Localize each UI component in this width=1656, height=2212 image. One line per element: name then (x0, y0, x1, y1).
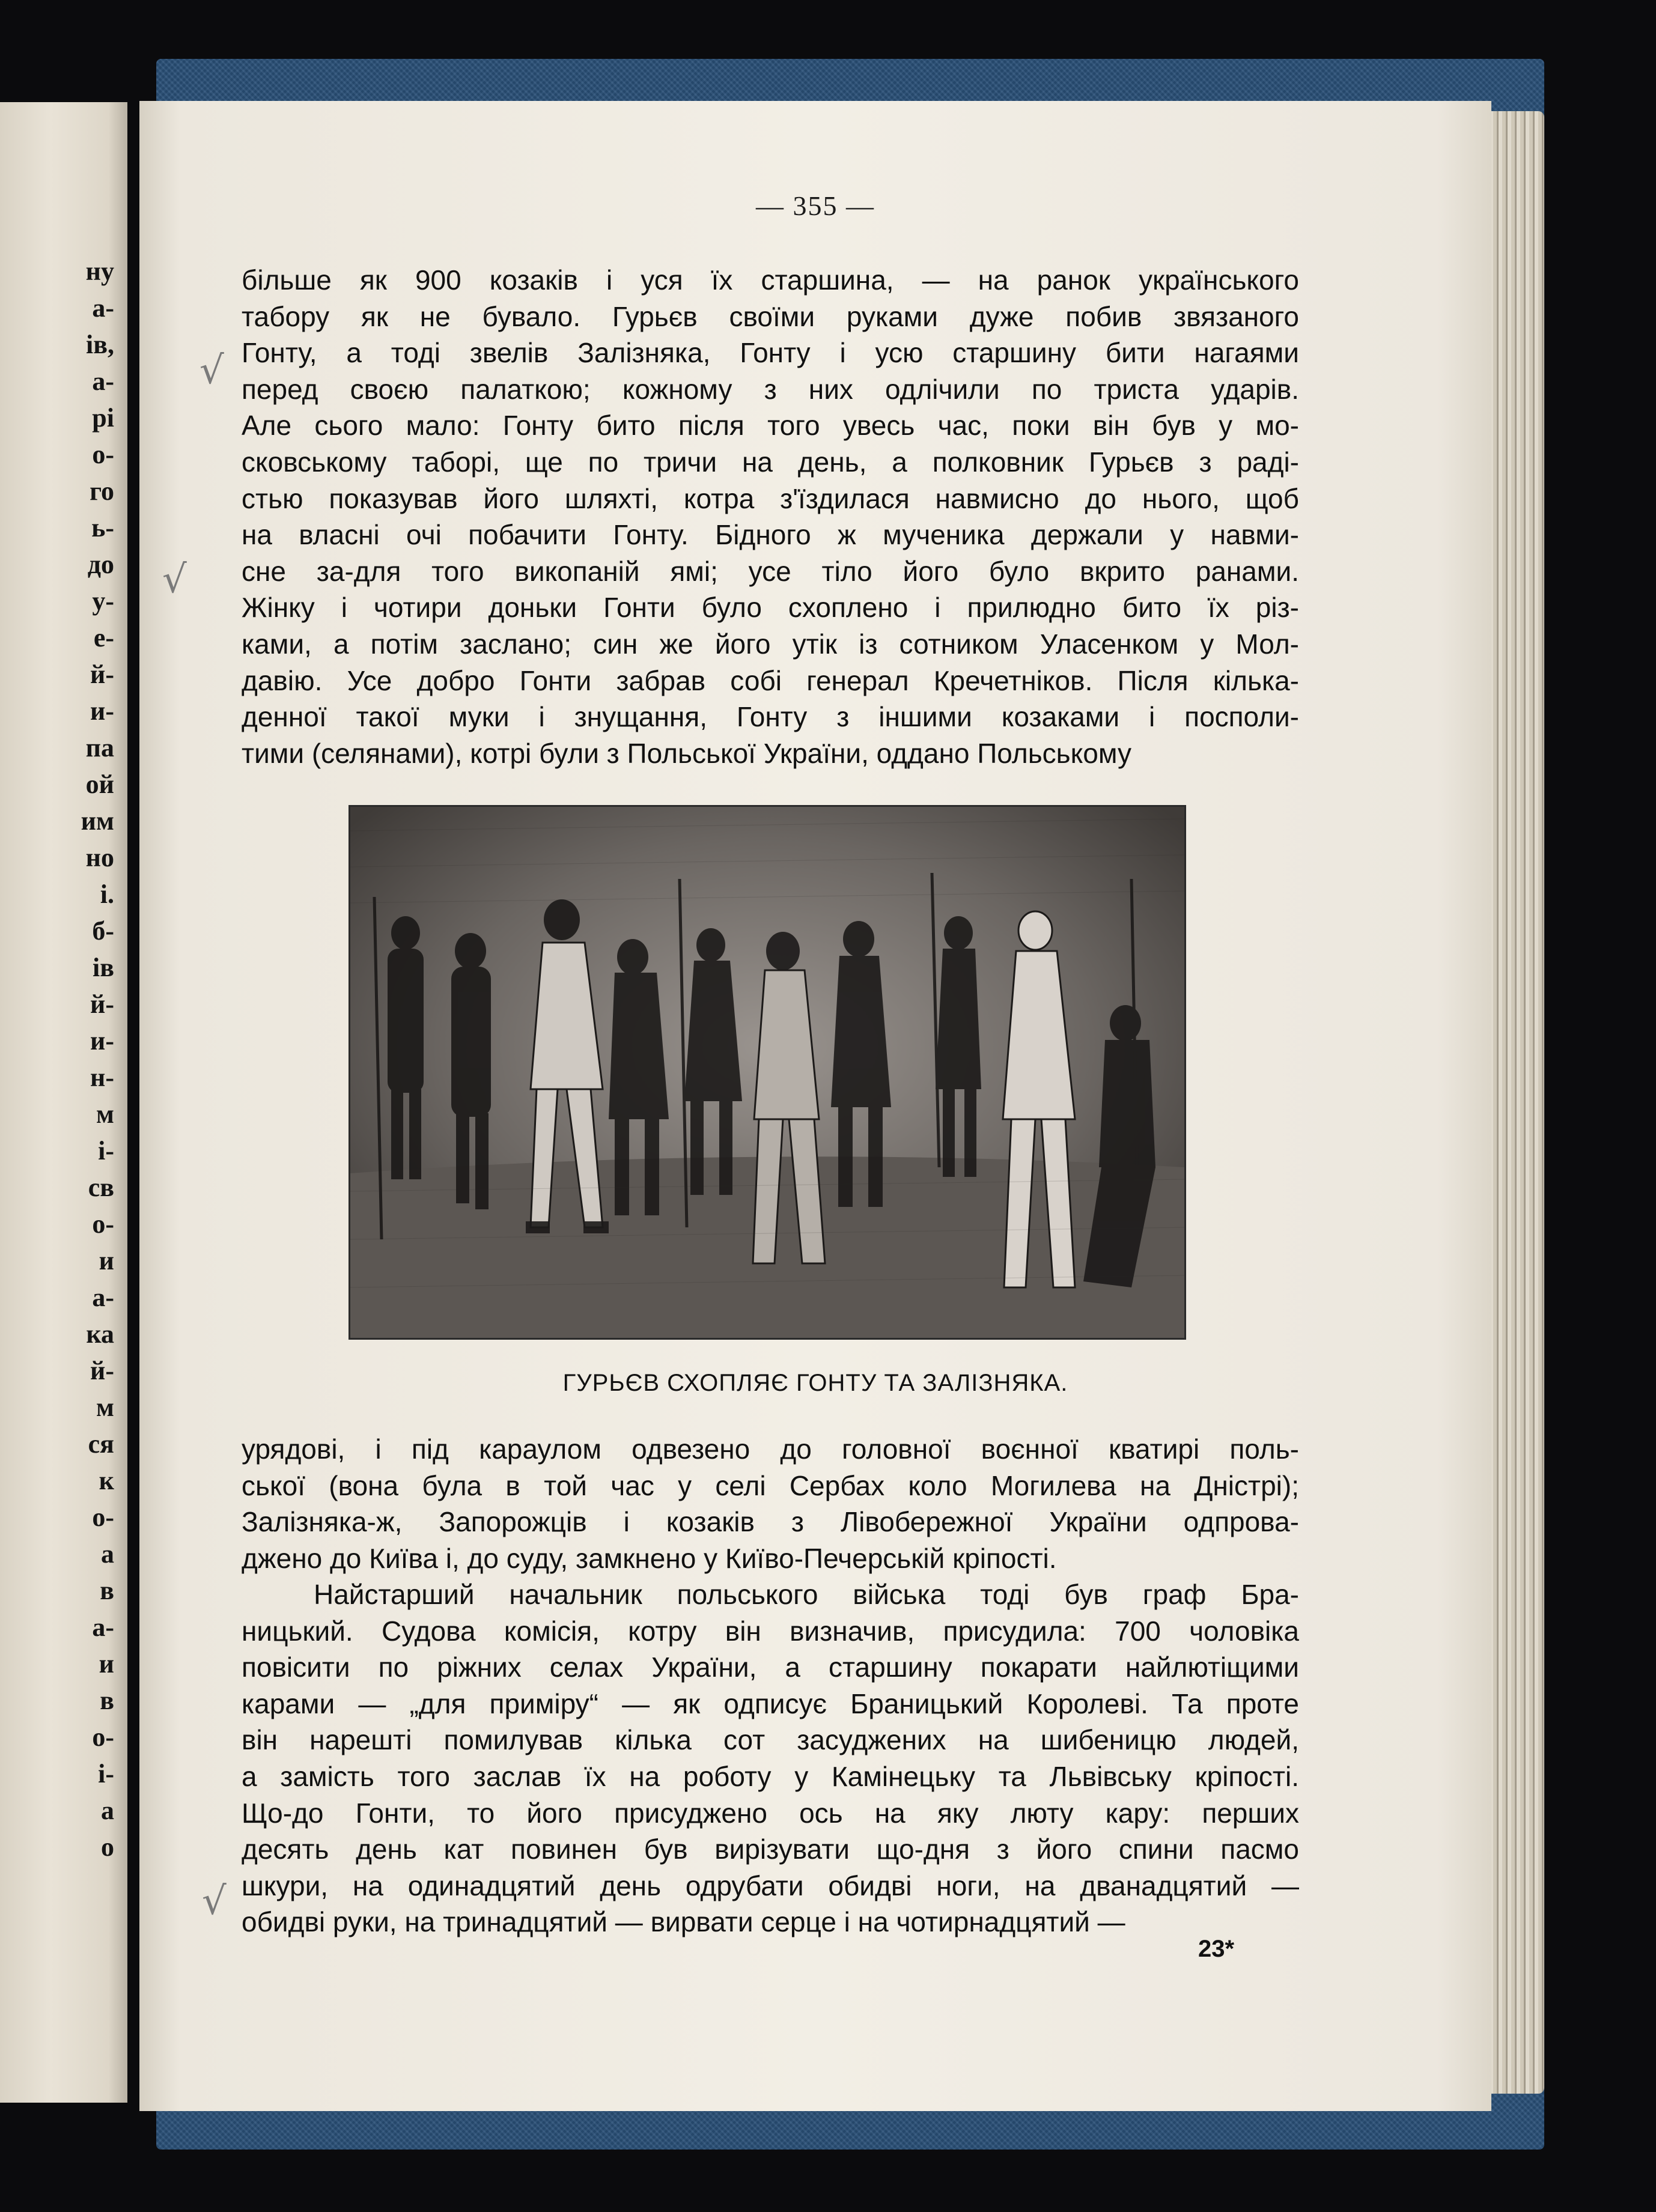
left-page-fragment: а- (92, 1612, 114, 1642)
text-line: Гонту, а тоді звелів Залізняка, Гонту і усю старшину бити нагаями (242, 337, 1299, 369)
previous-page-edge (0, 102, 127, 2103)
left-page-fragment: и- (90, 696, 114, 726)
left-page-fragment: о- (92, 440, 114, 469)
text-line: денної такої муки і знущання, Гонту з іншими козаками і посполи- (242, 701, 1299, 733)
text-line: сне за-для того викопаній ямі; усе тіло його було вкрито ранами. (242, 555, 1299, 587)
text-line: повісити по ріжних селах України, а старшину покарати найлютіщими (242, 1651, 1299, 1683)
left-page-fragment: им (81, 806, 114, 836)
pencil-mark: √ (199, 348, 224, 393)
text-line: Залізняка-ж, Запорожців і козаків з Лівобережної України одпрова- (242, 1506, 1299, 1538)
left-page-fragment: н- (90, 1063, 114, 1092)
text-line: він нарешті помилував кілька сот засуджених на шибеницю людей, (242, 1724, 1299, 1756)
text-line: шкури, на одинадцятий день одрубати обидві ноги, на дванадцятий — (242, 1870, 1299, 1901)
text-line: сковському таборі, ще по тричи на день, а полковник Гурьєв з раді- (242, 446, 1299, 478)
left-page-fragment: і. (100, 880, 114, 909)
left-page-fragment: в (100, 1576, 114, 1605)
text-line: десять день кат повинен був вирізувати що-дня з його спини пасмо (242, 1834, 1299, 1865)
signature-mark: 23* (1198, 1936, 1235, 1962)
text-line: ками, а потім заслано; син же його утік із сотником Уласенком у Мол- (242, 628, 1299, 660)
figure-caption: ГУРЬЄВ СХОПЛЯЄ ГОНТУ ТА ЗАЛІЗНЯКА. (562, 1370, 1068, 1396)
text-line: Жінку і чотири доньки Гонти було схоплено і прилюдно бито їх різ- (242, 592, 1299, 624)
text-line: а замість того заслав їх на роботу у Камінецьку та Львівську кріпості. (242, 1760, 1299, 1792)
left-page-fragment: о- (92, 1209, 114, 1239)
pencil-mark: √ (162, 558, 187, 602)
paragraph-2 (242, 1431, 1299, 1576)
text-line: урядові, і під караулом одвезено до головної воєнної кватирі поль- (242, 1433, 1299, 1465)
left-page-fragment: о- (92, 1503, 114, 1532)
left-page-fragment: у- (92, 586, 114, 616)
left-page-fragment: па (85, 733, 114, 762)
left-page-fragment: и- (90, 1026, 114, 1056)
text-line: Найстарший начальник польського війська тоді був граф Бра- (314, 1579, 1299, 1610)
left-page-fragment: ну (85, 257, 114, 286)
left-page-fragment: рі (92, 403, 114, 433)
book-page (139, 101, 1491, 2111)
page-number: — 355 — (756, 190, 875, 221)
text-line: карами — „для приміру“ — як одписує Браницький Королеві. Та проте (242, 1688, 1299, 1719)
text-line: перед своєю палаткою; кожному з них одлічили по триста ударів. (242, 373, 1299, 405)
left-page-fragment: м (96, 1393, 114, 1422)
text-line: на власні очі побачити Гонту. Бідного ж мученика держали у навми- (242, 519, 1299, 551)
text-line: Але сього мало: Гонту бито після того увесь час, поки він був у мо- (242, 410, 1299, 442)
left-page-fragment: но (85, 843, 114, 872)
left-page-fragment: ка (86, 1319, 114, 1349)
paragraph-3 (242, 1576, 1299, 1940)
left-page-fragment: й- (90, 1356, 114, 1385)
left-page-fragment: к (99, 1466, 114, 1495)
left-page-fragment: о (101, 1832, 114, 1862)
text-line: ницький. Судова комісія, котру він визначив, присудила: 700 чоловіка (242, 1615, 1299, 1647)
left-page-fragment: ь- (91, 513, 114, 542)
left-page-fragment: а- (92, 293, 114, 323)
left-page-fragment: б- (92, 916, 114, 946)
left-page-fragment: а (101, 1539, 114, 1569)
left-page-fragment: го (90, 476, 114, 506)
paragraph-1 (242, 262, 1299, 771)
left-page-fragment: ів (93, 953, 114, 982)
text-line: Що-до Гонти, то його присуджено ось на яку люту кару: перших (242, 1797, 1299, 1829)
left-page-fragment: и (99, 1246, 114, 1275)
text-line: тими (селянами), котрі були з Польської України, оддано Польському (242, 737, 1132, 769)
pencil-mark: √ (202, 1879, 227, 1924)
text-line: табору як не бувало. Гурьєв своїми руками дуже побив звязаного (242, 300, 1299, 332)
text-line: ської (вона була в той час у селі Сербах коло Могилева на Дністрі); (242, 1469, 1299, 1501)
illustration (349, 805, 1186, 1340)
left-page-fragment: і- (98, 1759, 114, 1788)
left-page-fragment: до (87, 550, 114, 579)
text-line: стью показував його шляхті, котра з'їздилася навмисно до нього, щоб (242, 482, 1299, 514)
text-line: давію. Усе добро Гонти забрав собі генерал Кречетніков. Після кілька- (242, 664, 1299, 696)
left-page-fragment: ой (85, 770, 114, 799)
left-page-fragment: в (100, 1686, 114, 1715)
illustration-engraving (350, 807, 1184, 1338)
left-page-fragment: а (101, 1796, 114, 1825)
text-line: більше як 900 козаків і уся їх старшина, — на ранок українського (242, 264, 1299, 296)
left-page-fragment: й- (90, 660, 114, 689)
left-page-fragment: е- (93, 623, 114, 652)
left-page-fragment: і- (98, 1136, 114, 1165)
left-page-fragment: и (99, 1649, 114, 1679)
left-page-fragment: св (88, 1173, 114, 1202)
left-page-fragment: м (96, 1099, 114, 1129)
left-page-fragment: й- (90, 989, 114, 1019)
text-line: обидві руки, на тринадцятий — вирвати серце і на чотирнадцятий — (242, 1906, 1125, 1938)
left-page-fragment: а- (92, 366, 114, 396)
left-page-fragment: о- (92, 1722, 114, 1752)
text-line: джено до Київа і, до суду, замкнено у Київо-Печерській кріпості. (242, 1542, 1057, 1574)
left-page-fragment: ів, (86, 330, 114, 359)
left-page-fragment: а- (92, 1283, 114, 1312)
left-page-fragment: ся (88, 1429, 114, 1459)
